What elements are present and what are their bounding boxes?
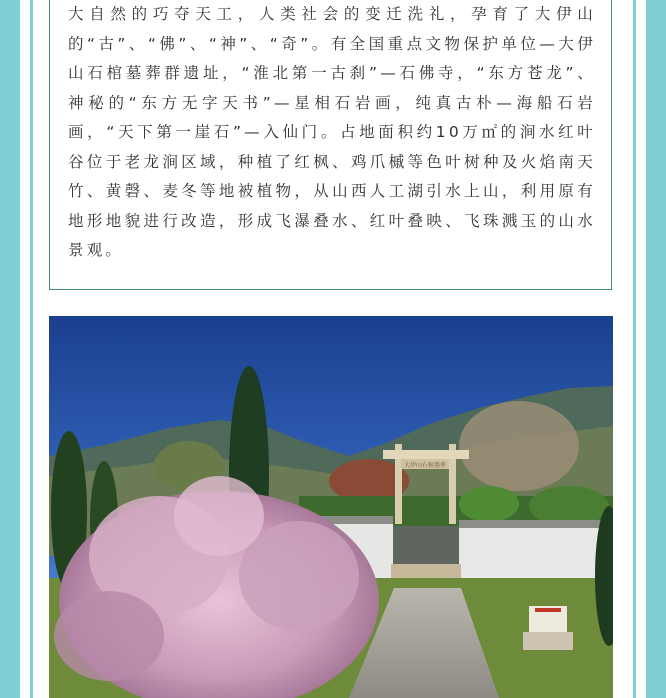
wall-cap-right [459,520,613,528]
blossom-cluster [54,591,164,681]
gate-plaque-text: 大伊山石棺墓葬 [403,462,447,469]
scenic-photo [49,316,613,698]
gate-door [393,526,459,566]
text-card [49,0,612,290]
article-paragraph: 大自然的巧夺天工，人类社会的变迁洗礼，孕育了大伊山的“古”、“佛”、“神”、“奇”。有全国重点文物保护单位—大伊山石棺墓葬群遗址，“淮北第一古刹”—石佛寺，“东方苍龙”、神秘的“东方无字天书”—星相石岩画，纯真古朴—海船石岩画，“天下第一崖石”—入仙门。占地面积约10万㎡的涧水红叶谷位于老龙涧区域，种植了红枫、鸡爪槭等色叶树种及火焰南天竹、黄磬、麦冬等地被植物，从山西人工湖引水上山，利用原有地形地貌进行改造，形成飞瀑叠水、红叶叠映、飞珠溅玉的山水景观。 [68,5,596,259]
shrub [459,486,519,522]
photo-illustration [49,316,613,698]
stele-base [523,632,573,650]
blossom-cluster [174,476,264,556]
bare-tree [459,401,579,491]
gate-beam [383,450,469,459]
frame-stripe-right [633,0,636,698]
blossom-cluster [239,521,359,631]
frame-stripe-left [30,0,33,698]
stele-title [535,608,561,612]
wall-right [459,526,613,584]
